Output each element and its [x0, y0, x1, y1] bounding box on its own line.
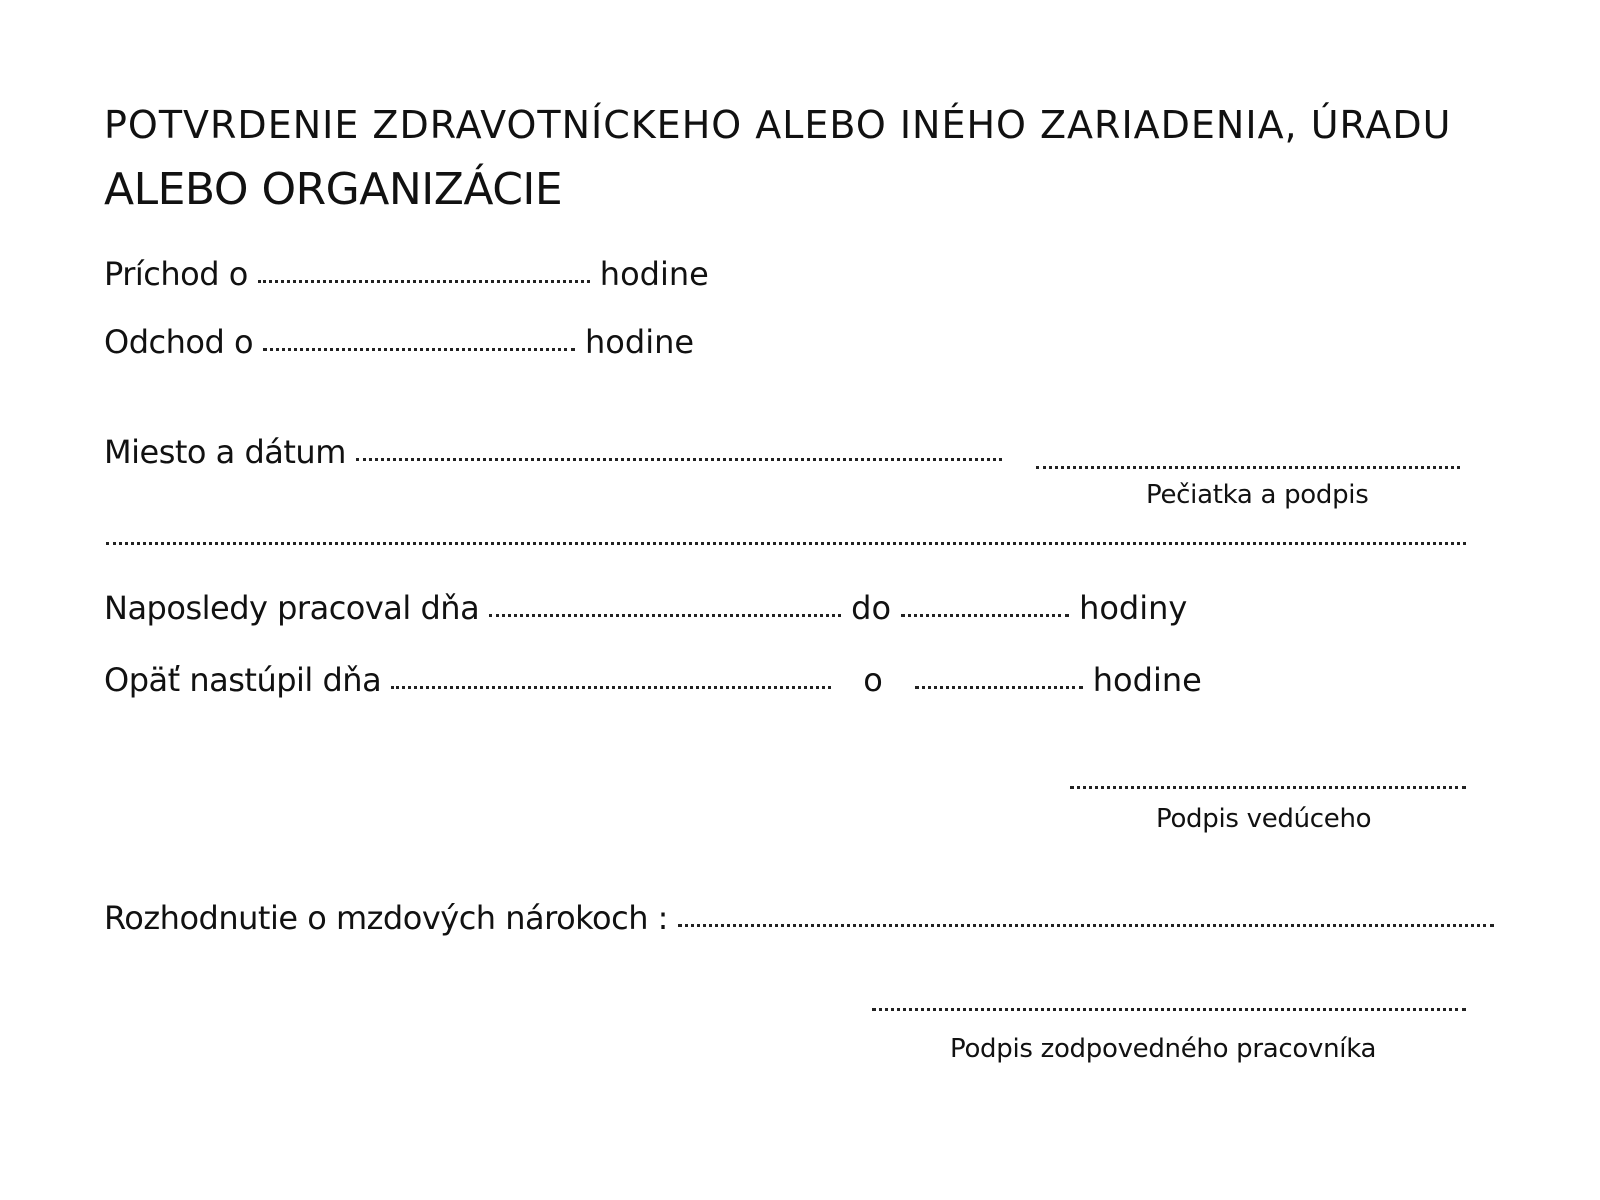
departure-label: Odchod o [104, 323, 254, 361]
responsible-signature-caption: Podpis zodpovedného pracovníka [950, 1034, 1377, 1064]
last-worked-label: Naposledy pracoval dňa [104, 589, 480, 627]
form-title-line2: ALEBO ORGANIZÁCIE [104, 164, 563, 215]
resumed-suffix: hodine [1092, 661, 1202, 699]
last-worked-middle: do [851, 589, 892, 627]
resumed-row [104, 661, 1202, 699]
wage-decision-field[interactable] [678, 924, 1494, 927]
resumed-time-field[interactable] [915, 686, 1083, 689]
responsible-signature-field[interactable] [872, 1008, 1466, 1011]
wage-decision-label: Rozhodnutie o mzdových nárokoch : [104, 899, 668, 937]
place-date-label: Miesto a dátum [104, 433, 346, 471]
arrival-time-field[interactable] [258, 280, 590, 283]
arrival-label: Príchod o [104, 255, 248, 293]
last-worked-row [104, 589, 1188, 627]
manager-signature-field[interactable] [1070, 786, 1466, 789]
form-title-line1: POTVRDENIE ZDRAVOTNÍCKEHO ALEBO INÉHO ZARIADENIA, ÚRADU [104, 103, 1452, 147]
departure-suffix: hodine [585, 323, 695, 361]
resumed-label: Opäť nastúpil dňa [104, 661, 382, 699]
departure-time-field[interactable] [263, 348, 575, 351]
last-worked-date-field[interactable] [489, 614, 841, 617]
arrival-row [104, 255, 709, 293]
departure-row [104, 323, 695, 361]
note-line-field[interactable] [106, 542, 1466, 545]
stamp-signature-caption: Pečiatka a podpis [1146, 480, 1369, 510]
place-date-row [104, 433, 1012, 471]
last-worked-time-field[interactable] [901, 614, 1069, 617]
wage-decision-row [104, 899, 1504, 937]
place-date-field[interactable] [356, 458, 1002, 461]
resumed-middle: o [863, 661, 883, 699]
stamp-signature-field[interactable] [1036, 466, 1460, 469]
arrival-suffix: hodine [599, 255, 709, 293]
last-worked-suffix: hodiny [1079, 589, 1188, 627]
resumed-date-field[interactable] [391, 686, 831, 689]
manager-signature-caption: Podpis vedúceho [1156, 804, 1372, 834]
